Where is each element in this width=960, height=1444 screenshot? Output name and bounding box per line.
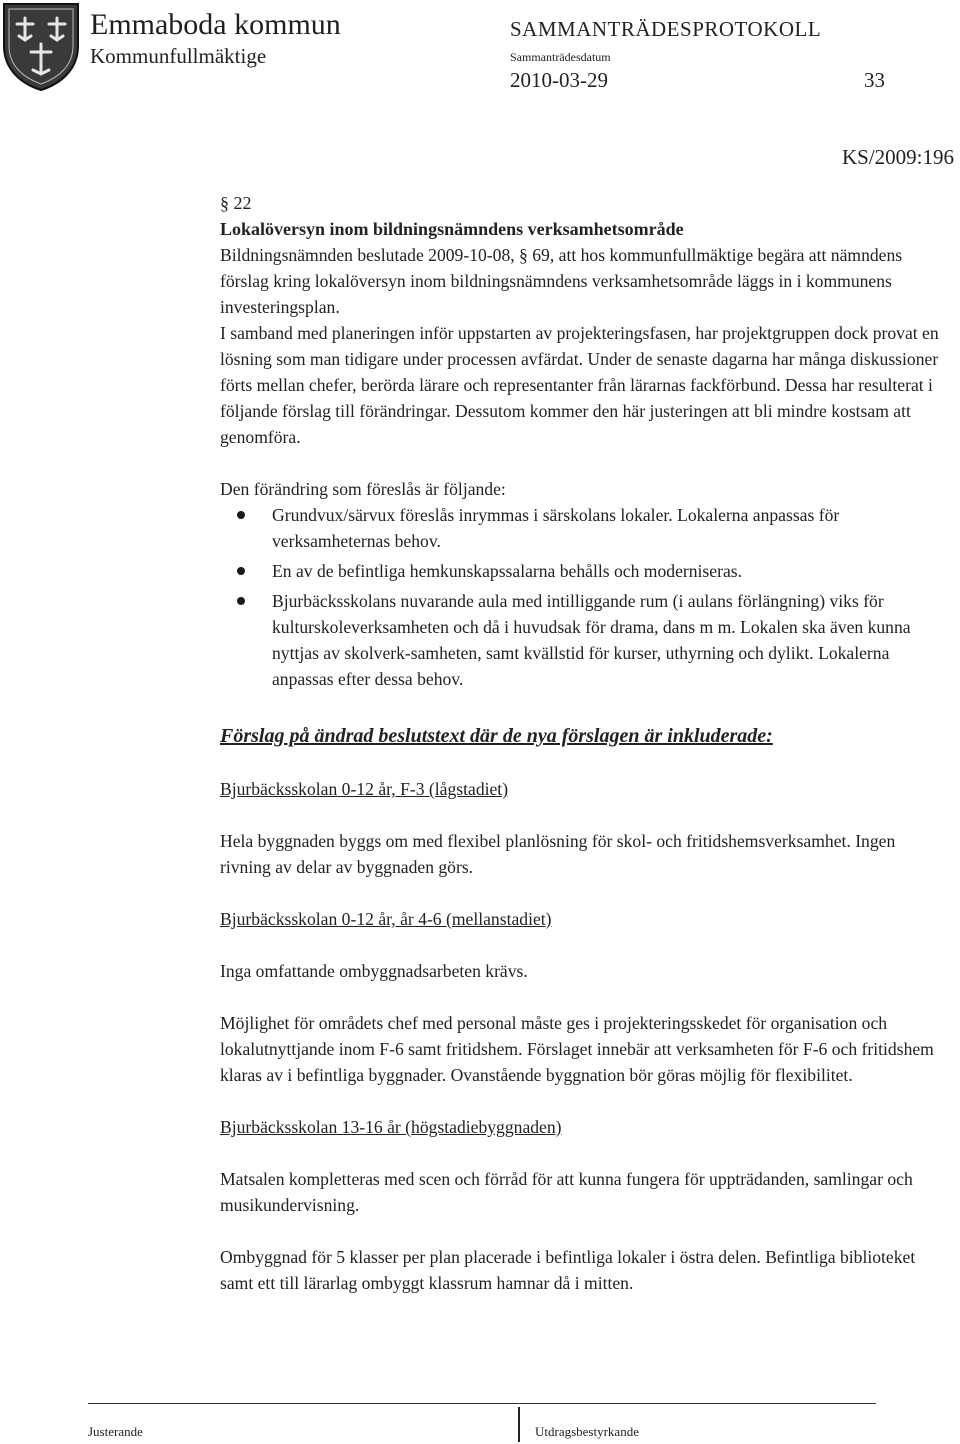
- list-item-text: Grundvux/särvux föreslås inrymmas i särskolans lokaler. Lokalerna anpassas för verksamheternas behov.: [272, 505, 840, 551]
- subsection-text: Möjlighet för områdets chef med personal måste ges i projekteringsskedet för organisation och lokalutnyttjande inom F-6 samt fritidshem. Förslaget innebär att verksamheten för F-6 och fritidshem klaras av i befintliga byggnader. Ovanstående byggnation bör göras möjlig för flexibilitet.: [220, 1013, 934, 1085]
- list-item: [220, 502, 948, 554]
- paragraph-number: § 22: [220, 193, 252, 213]
- footer-separator: [518, 1407, 520, 1442]
- intro-paragraph: Bildningsnämnden beslutade 2009-10-08, § 69, att hos kommunfullmäktige begära att nämndens förslag kring lokalöversyn inom bildningsnämndens verksamhetsområde läggs in i kommunens investeringsplan.: [220, 245, 903, 317]
- municipality-crest-icon: [0, 0, 82, 92]
- change-list: [220, 502, 948, 692]
- change-intro: Den förändring som föreslås är följande:: [220, 479, 506, 499]
- intro-paragraph: I samband med planeringen inför uppstarten av projekteringsfasen, har projektgruppen dock provat en lösning som man tidigare under processen avfärdat. Under de senaste dagarna har många diskussioner förts mellan chefer, berörda lärare och representanter från lärarnas fackförbund. Dessa har resulterat i följande förslag till förändringar. Dessutom kommer den här justeringen att bli mindre kostsam att genomföra.: [220, 323, 939, 447]
- list-item: [220, 558, 948, 584]
- subsection-heading: Bjurbäcksskolan 0-12 år, år 4-6 (mellanstadiet): [220, 909, 552, 929]
- case-number: KS/2009:196: [841, 145, 954, 169]
- subsection-text: Inga omfattande ombyggnadsarbeten krävs.: [220, 961, 528, 981]
- meeting-date: 2010-03-29: [510, 68, 608, 92]
- subsection-heading: Bjurbäcksskolan 0-12 år, F-3 (lågstadiet): [220, 779, 509, 799]
- bullet-icon: [237, 511, 245, 519]
- list-item: [220, 588, 948, 692]
- footer-divider: [88, 1403, 876, 1404]
- bullet-icon: [237, 597, 245, 605]
- organization-name: Emmaboda kommun: [90, 8, 341, 41]
- body-name: Kommunfullmäktige: [90, 44, 267, 68]
- proposal-heading: Förslag på ändrad beslutstext där de nya förslagen är inkluderade:: [220, 725, 773, 747]
- list-item-text: Bjurbäcksskolans nuvarande aula med intilliggande rum (i aulans förlängning) viks för kulturskoleverksamheten och då i huvudsak för drama, dans m m. Lokalen ska även kunna nyttjas av skolverk-samheten, samt kvällstid för kurser, uthyrning och dylikt. Lokalerna anpassas efter dessa behov.: [272, 591, 911, 689]
- footer-utdrag-label: Utdragsbestyrkande: [535, 1424, 639, 1439]
- subsection-text: Hela byggnaden byggs om med flexibel planlösning för skol- och fritidshemsverksamhet. Ingen rivning av delar av byggnaden görs.: [220, 831, 896, 877]
- footer-justerande-label: Justerande: [88, 1424, 143, 1439]
- subsection-text: Matsalen kompletteras med scen och förråd för att kunna fungera för uppträdanden, samlingar och musikundervisning.: [220, 1169, 913, 1215]
- document-body: [220, 190, 948, 1296]
- page-number: 33: [864, 68, 885, 92]
- subsection-text: Ombyggnad för 5 klasser per plan placerade i befintliga lokaler i östra delen. Befintliga biblioteket samt ett till lärarlag ombyggt klassrum hamnar då i mitten.: [220, 1247, 916, 1293]
- list-item-text: En av de befintliga hemkunskapssalarna behålls och moderniseras.: [272, 561, 742, 581]
- date-label: Sammanträdesdatum: [510, 50, 611, 64]
- section-title: Lokalöversyn inom bildningsnämndens verksamhetsområde: [220, 219, 684, 239]
- bullet-icon: [237, 567, 245, 575]
- subsection-heading: Bjurbäcksskolan 13-16 år (högstadiebyggnaden): [220, 1117, 562, 1137]
- document-type: SAMMANTRÄDESPROTOKOLL: [510, 17, 822, 41]
- paragraph-number-value: 22: [233, 193, 252, 213]
